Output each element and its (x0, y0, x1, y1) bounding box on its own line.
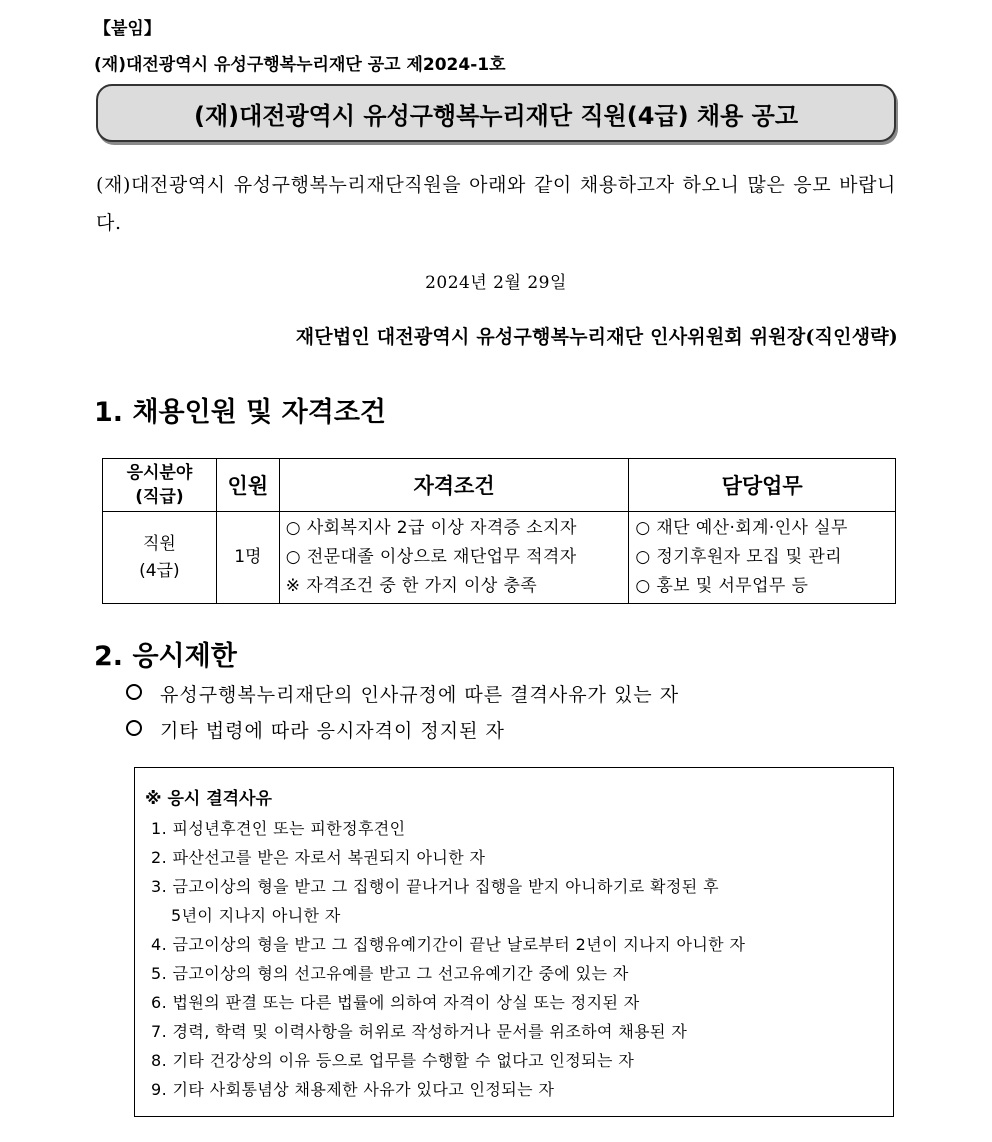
circle-bullet-icon (126, 720, 142, 736)
list-item: 3. 금고이상의 형을 받고 그 집행이 끝나거나 집행을 받지 아니하기로 확정된 후 (151, 877, 719, 896)
cell-duties (629, 512, 896, 604)
table-header-duties: 담당업무 (629, 459, 896, 512)
signature-line: 재단법인 대전광역시 유성구행복누리재단 인사위원회 위원장(직인생략) (295, 326, 898, 348)
table-header-row (103, 459, 896, 512)
table-header-count: 인원 (216, 459, 279, 512)
duty-item: ○ 재단 예산·회계·인사 실무 (635, 518, 848, 538)
disqualification-title: ※ 응시 결격사유 (145, 789, 272, 809)
list-item: 5. 금고이상의 형의 선고유예를 받고 그 선고유예기간 중에 있는 자 (151, 964, 629, 983)
list-item: 7. 경력, 학력 및 이력사항을 허위로 작성하거나 문서를 위조하여 채용된 자 (151, 1022, 688, 1041)
notice-number: (재)대전광역시 유성구행복누리재단 공고 제2024-1호 (94, 55, 506, 75)
cell-field: 직원 (4급) (103, 512, 217, 604)
attachment-label: 【붙임】 (94, 19, 161, 39)
restriction-text: 유성구행복누리재단의 인사규정에 따른 결격사유가 있는 자 (160, 684, 680, 706)
list-item: 2. 파산선고를 받은 자로서 복권되지 아니한 자 (151, 848, 486, 867)
list-item: 1. 피성년후견인 또는 피한정후견인 (151, 819, 406, 838)
intro-paragraph: (재)대전광역시 유성구행복누리재단직원을 아래와 같이 채용하고자 하오니 많은 응모 바랍니다. (96, 174, 896, 234)
disqualification-box (134, 767, 894, 1117)
list-item: 9. 기타 사회통념상 채용제한 사유가 있다고 인정되는 자 (151, 1080, 555, 1099)
table-row (103, 512, 896, 604)
disqualification-list (151, 814, 745, 1104)
restriction-text: 기타 법령에 따라 응시자격이 정지된 자 (160, 720, 505, 742)
list-item: 6. 법원의 판결 또는 다른 법률에 의하여 자격이 상실 또는 정지된 자 (151, 993, 640, 1012)
table-header-field: 응시분야 (직급) (103, 459, 217, 512)
notice-date: 2024년 2월 29일 (425, 273, 567, 293)
cell-count: 1명 (216, 512, 279, 604)
section-heading-recruitment: 1. 채용인원 및 자격조건 (94, 397, 386, 428)
qualification-item: ○ 사회복지사 2급 이상 자격증 소지자 (285, 518, 577, 538)
list-item: 4. 금고이상의 형을 받고 그 집행유예기간이 끝난 날로부터 2년이 지나지 아니한 자 (151, 935, 746, 954)
duty-item: ○ 홍보 및 서무업무 등 (635, 576, 809, 596)
section-heading-restrictions: 2. 응시제한 (94, 641, 237, 672)
title-banner (96, 84, 896, 142)
restriction-item (126, 716, 505, 743)
list-item: 8. 기타 건강상의 이유 등으로 업무를 수행할 수 없다고 인정되는 자 (151, 1051, 635, 1070)
cell-qualifications (279, 512, 629, 604)
qualification-item: ○ 전문대졸 이상으로 재단업무 적격자 (285, 547, 577, 567)
qualification-note: ※ 자격조건 중 한 가지 이상 충족 (285, 576, 538, 596)
page-title: (재)대전광역시 유성구행복누리재단 직원(4급) 채용 공고 (193, 101, 799, 130)
restriction-item (126, 680, 679, 707)
table-header-qualifications: 자격조건 (279, 459, 629, 512)
list-item-continuation: 5년이 지나지 아니한 자 (171, 906, 341, 925)
duty-item: ○ 정기후원자 모집 및 관리 (635, 547, 842, 567)
circle-bullet-icon (126, 684, 142, 700)
recruitment-table (102, 458, 896, 604)
